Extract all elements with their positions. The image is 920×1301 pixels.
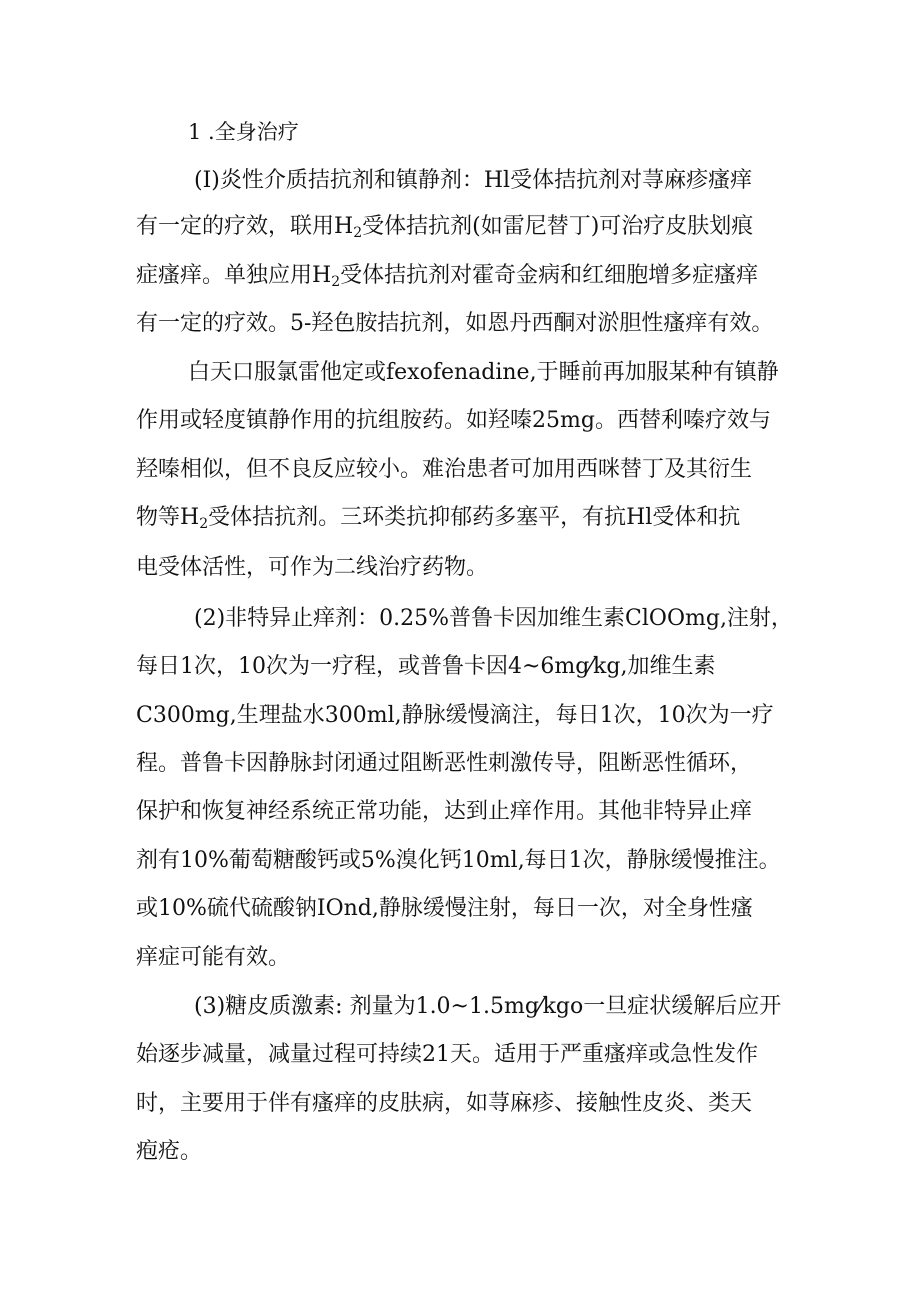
p3-line-1: (2)非特异止痒剂：0.25%普鲁卡因加维生素ClOOmg,注射，: [194, 606, 793, 631]
p1-line-3-b: 受体拮抗剂对霍奇金病和红细胞增多症瘙痒: [340, 263, 759, 288]
p2-line-3: 羟嗪相似，但不良反应较小。难治患者可加用西咪替丁及其衍生: [136, 457, 753, 482]
p1-line-3: [136, 261, 758, 291]
p3-line-3: C300mg,生理盐水300ml,静脉缓慢滴注，每日1次，10次为一疗: [136, 703, 774, 728]
p4-line-3: 时，主要用于伴有瘙痒的皮肤病，如荨麻疹、接触性皮炎、类天: [136, 1091, 753, 1116]
p1-line-1: (I)炎性介质拮抗剂和镇静剂：Hl受体拮抗剂对荨麻疹瘙痒: [194, 168, 753, 193]
p3-line-6: 剂有10%葡萄糖酸钙或5%溴化钙10ml,每日1次，静脉缓慢推注。: [136, 848, 781, 873]
p1-line-3-a: 症瘙痒。单独应用H: [136, 263, 332, 288]
p1-line-2-sub: 2: [353, 225, 363, 241]
p2-line-4-b: 受体拮抗剂。三环类抗抑郁药多塞平，有抗Hl受体和抗: [208, 505, 741, 530]
p3-line-5: 保护和恢复神经系统正常功能，达到止痒作用。其他非特异止痒: [136, 799, 753, 824]
p3-line-8: 痒症可能有效。: [136, 945, 291, 970]
p3-line-7: 或10%硫代硫酸钠IOnd,静脉缓慢注射，每日一次，对全身性瘙: [136, 896, 753, 921]
section-heading: 1 .全身治疗: [188, 120, 299, 144]
p1-line-4: 有一定的疗效。5-羟色胺拮抗剂，如恩丹西酮对淤胆性瘙痒有效。: [136, 311, 774, 336]
p3-line-2: 每日1次，10次为一疗程，或普鲁卡因4~6mg⁄kg,加维生素: [136, 654, 716, 679]
p2-line-1: 白天口服氯雷他定或fexofenadine,于睡前再加服某种有镇静: [188, 360, 779, 385]
p4-line-1: (3)糖皮质激素: 剂量为1.0~1.5mg⁄kgo一旦症状缓解后应开: [194, 994, 782, 1019]
p1-line-3-sub: 2: [331, 274, 341, 290]
p3-line-4: 程。普鲁卡因静脉封闭通过阻断恶性刺激传导，阻断恶性循环，: [136, 751, 753, 776]
p2-line-4-a: 物等H: [136, 505, 200, 530]
p4-line-2: 始逐步减量，减量过程可持续21天。适用于严重瘙痒或急性发作: [136, 1042, 758, 1067]
p1-line-2-a: 有一定的疗效，联用H: [136, 214, 354, 239]
p1-line-2: [136, 212, 753, 242]
p4-line-4: 疱疮。: [136, 1139, 203, 1164]
p2-line-4-sub: 2: [199, 516, 209, 532]
p2-line-2: 作用或轻度镇静作用的抗组胺药。如羟嗪25mg。西替利嗪疗效与: [136, 408, 771, 433]
p2-line-4: [136, 503, 740, 533]
p2-line-5: 电受体活性，可作为二线治疗药物。: [136, 555, 489, 580]
p1-line-2-b: 受体拮抗剂(如雷尼替丁)可治疗皮肤划痕: [362, 214, 754, 239]
